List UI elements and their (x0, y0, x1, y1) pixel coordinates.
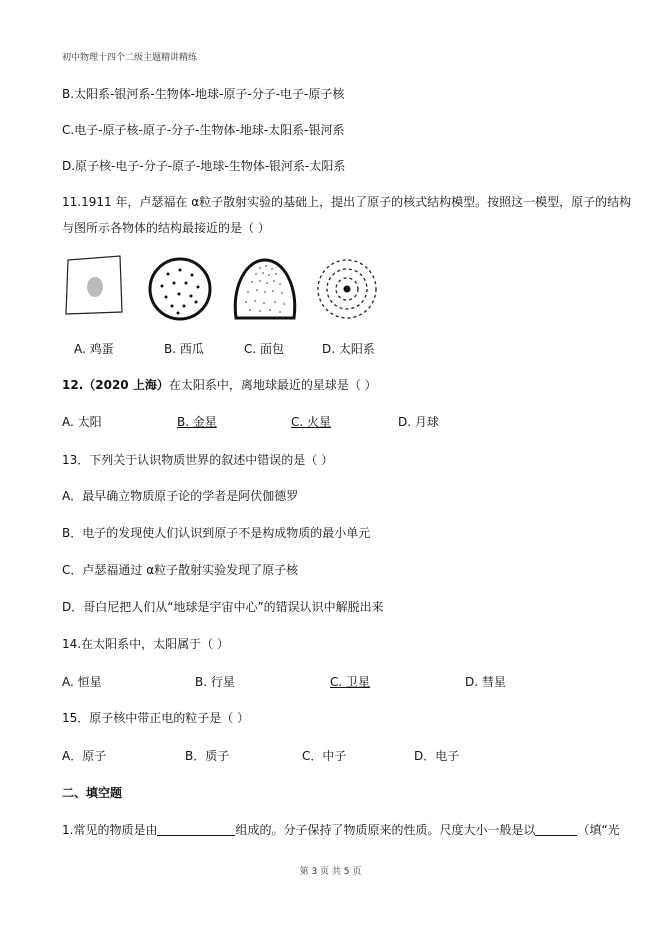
fill1-part1: 1.常见的物质是由 (62, 823, 158, 837)
q11-option-d: D. 太阳系 (322, 342, 375, 356)
solar-system-figure (314, 256, 380, 322)
q10-option-b: B.太阳系-银河系-生物体-地球-原子-分子-电子-原子核 (62, 87, 345, 101)
q14-option-c: C. 卫星 (330, 675, 371, 689)
q11-stem-line2: 与图所示各物体的结构最接近的是（ ） (62, 221, 270, 235)
q15-option-b: B．质子 (185, 749, 230, 763)
bread-figure (230, 256, 300, 322)
fill1-part2: 组成的。分子保持了物质原来的性质。尺度大小一般是以 (235, 823, 536, 837)
q14-option-a: A. 恒星 (62, 675, 102, 689)
q12-option-b: B. 金星 (177, 415, 217, 429)
watermelon-figure (146, 256, 214, 322)
q12-stem-text: 在太阳系中，离地球最近的星球是（ ） (168, 378, 377, 392)
q15-option-d: D．电子 (414, 749, 460, 763)
q12-option-a: A. 太阳 (62, 415, 102, 429)
egg-figure (62, 252, 126, 318)
q12-option-c: C. 火星 (291, 415, 332, 429)
q14-stem: 14.在太阳系中，太阳属于（ ） (62, 637, 229, 651)
q12-source: 12.（2020 上海） (62, 378, 169, 392)
q13-option-b: B．电子的发现使人们认识到原子不是构成物质的最小单元 (62, 526, 371, 540)
q11-stem-line1: 11.1911 年，卢瑟福在 α粒子散射实验的基础上，提出了原子的核式结构模型。按照这一模型，原子的结构 (62, 195, 632, 209)
q13-option-d: D．哥白尼把人们从“地球是宇宙中心”的错误认识中解脱出来 (62, 600, 384, 614)
q13-option-a: A．最早确立物质原子论的学者是阿伏伽德罗 (62, 489, 299, 503)
fill1-blank-1[interactable] (157, 823, 235, 836)
q10-option-c: C.电子-原子核-原子-分子-生物体-地球-太阳系-银河系 (62, 123, 345, 137)
q12-stem (62, 377, 377, 393)
page-footer: 第 3 页 共 5 页 (299, 867, 362, 877)
q15-option-c: C．中子 (302, 749, 347, 763)
page-header: 初中物理十四个二级主题精讲精练 (62, 53, 198, 63)
q14-option-b: B. 行星 (195, 675, 235, 689)
q15-option-a: A．原子 (62, 749, 107, 763)
q15-stem: 15．原子核中带正电的粒子是（ ） (62, 711, 250, 725)
q11-option-b: B. 西瓜 (164, 342, 204, 356)
q13-stem: 13．下列关于认识物质世界的叙述中错误的是（ ） (62, 453, 334, 467)
section-title-fill-in: 二、填空题 (62, 786, 123, 800)
q11-option-c: C. 面包 (244, 342, 285, 356)
q10-option-d: D.原子核-电子-分子-原子-地球-生物体-银河系-太阳系 (62, 159, 346, 173)
q14-option-d: D. 彗星 (465, 675, 506, 689)
q12-option-d: D. 月球 (398, 415, 439, 429)
fill1-blank-2[interactable] (535, 823, 577, 836)
q11-option-a: A. 鸡蛋 (74, 342, 114, 356)
fill-question-1 (62, 822, 620, 838)
fill1-part3: （填“光 (577, 823, 620, 837)
q13-option-c: C．卢瑟福通过 α粒子散射实验发现了原子核 (62, 563, 299, 577)
